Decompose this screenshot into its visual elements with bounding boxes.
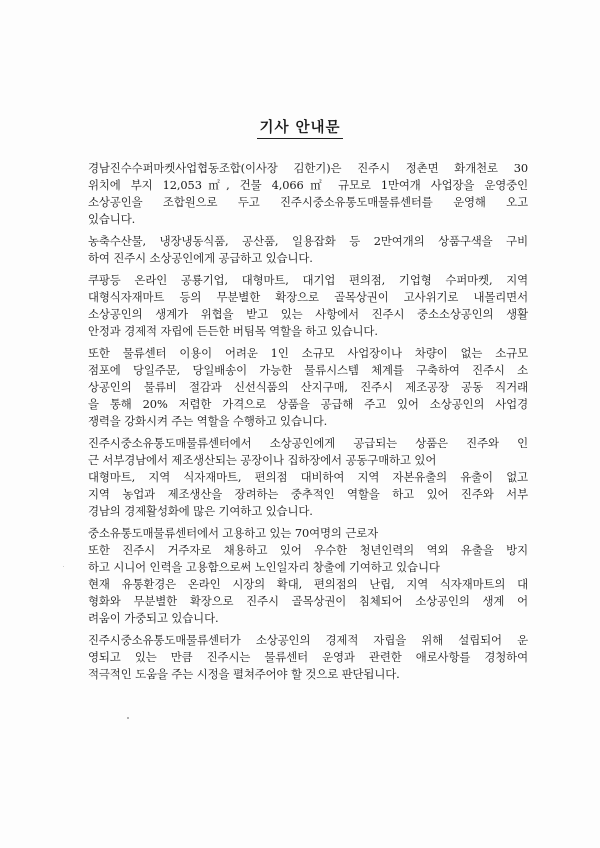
text-line: 진주시중소유통도매물류센터에서 소상공인에게 공급되는 상품은 진주와 인 [88, 436, 528, 450]
document-title [0, 116, 600, 139]
text-line: 하고 시니어 인력을 고용함으로써 노인일자리 창출에 기여하고 있습니다 [88, 560, 440, 574]
text-line: 소상공인을 조합원으로 두고 진주시중소유통도매물류센터를 운영해 오고 [88, 195, 528, 209]
text-line: 을 통해 20% 저렴한 가격으로 상품을 공급해 주고 있어 소상공인의 사업경 [88, 397, 528, 411]
paragraph [88, 345, 528, 430]
text-line: 경남진수수퍼마켓사업협동조합(이사장 김한기)은 진주시 정촌면 화개천로 30 [88, 161, 528, 175]
text-line: 안정과 경제적 자립에 든든한 버팀목 역할을 하고 있습니다. [88, 324, 378, 338]
text-line: 대형마트, 지역 식자재마트, 편의점 대비하여 지역 자본유출의 유출이 없고 [88, 470, 528, 484]
text-line: 려움이 가중되고 있습니다. [88, 611, 219, 625]
scan-speck [127, 717, 129, 719]
text-line: 또한 물류센터 이용이 어려운 1인 소규모 사업장이나 차량이 없는 소규모 [88, 346, 528, 360]
text-line: 위치에 부지 12,053㎡, 건물 4,066㎡ 규모로 1만여개 사업장을 운영중인 [88, 178, 528, 192]
text-line: 또한 진주시 거주자로 채용하고 있어 우수한 청년인력의 역외 유출을 방지 [88, 543, 528, 557]
paragraph [88, 272, 528, 340]
text-line: 쿠팡등 온라인 공룡기업, 대형마트, 대기업 편의점, 기업형 수퍼마켓, 지역 [88, 273, 528, 287]
text-line: 경남의 경제활성화에 많은 기여하고 있습니다. [88, 504, 313, 518]
text-line: 대형식자재마트 등의 무분별한 확장으로 골목상권이 고사위기로 내몰리면서 [88, 290, 528, 304]
text-line: 소상공인의 생계가 위협을 받고 있는 사항에서 진주시 중소소상공인의 생활 [88, 307, 528, 321]
text-line: 농축수산물, 냉장냉동식품, 공산품, 일용잡화 등 2만여개의 상품구색을 구비 [88, 234, 528, 248]
text-line: 중소유통도매물류센터에서 고용하고 있는 70여명의 근로자 [88, 526, 379, 540]
text-line: 영되고 있는 만큼 진주시는 물류센터 운영과 관련한 애로사항를 경청하여 [88, 650, 528, 664]
text-line: 적극적인 도움을 주는 시정을 펼쳐주어야 할 것으로 판단됩니다. [88, 667, 400, 681]
text-line: 근 서부경남에서 제조생산되는 공장이나 집하장에서 공동구매하고 있어 [88, 453, 437, 467]
paragraph [88, 435, 528, 520]
paragraph [88, 160, 528, 228]
document-body [88, 160, 528, 683]
text-line: 하여 진주시 소상공인에게 공급하고 있습니다. [88, 251, 313, 265]
paragraph [88, 632, 528, 683]
paragraph [88, 525, 528, 627]
text-line: 지역 농업과 제조생산을 장려하는 중추적인 역할을 하고 있어 진주와 서부 [88, 487, 528, 501]
text-line: 상공인의 물류비 절감과 신선식품의 산지구매, 진주시 제조공장 공동 직거래 [88, 380, 528, 394]
text-line: 현재 유통환경은 온라인 시장의 확대, 편의점의 난립, 지역 식자재마트의 대 [88, 577, 528, 591]
scan-speck [63, 566, 64, 567]
text-line: 쟁력을 강화시켜 주는 역할을 수행하고 있습니다. [88, 414, 328, 428]
text-line: 진주시중소유통도매물류센터가 소상공인의 경제적 자립을 위해 설립되어 운 [88, 633, 528, 647]
document-title-text: 기사 안내문 [257, 116, 342, 139]
text-line: 형화와 무분별한 확장으로 진주시 골목상권이 침체되어 소상공인의 생계 어 [88, 594, 528, 608]
text-line: 있습니다. [88, 212, 136, 226]
text-line: 점포에 당일주문, 당일배송이 가능한 물류시스템 체계를 구축하여 진주시 소 [88, 363, 528, 377]
paragraph [88, 233, 528, 267]
